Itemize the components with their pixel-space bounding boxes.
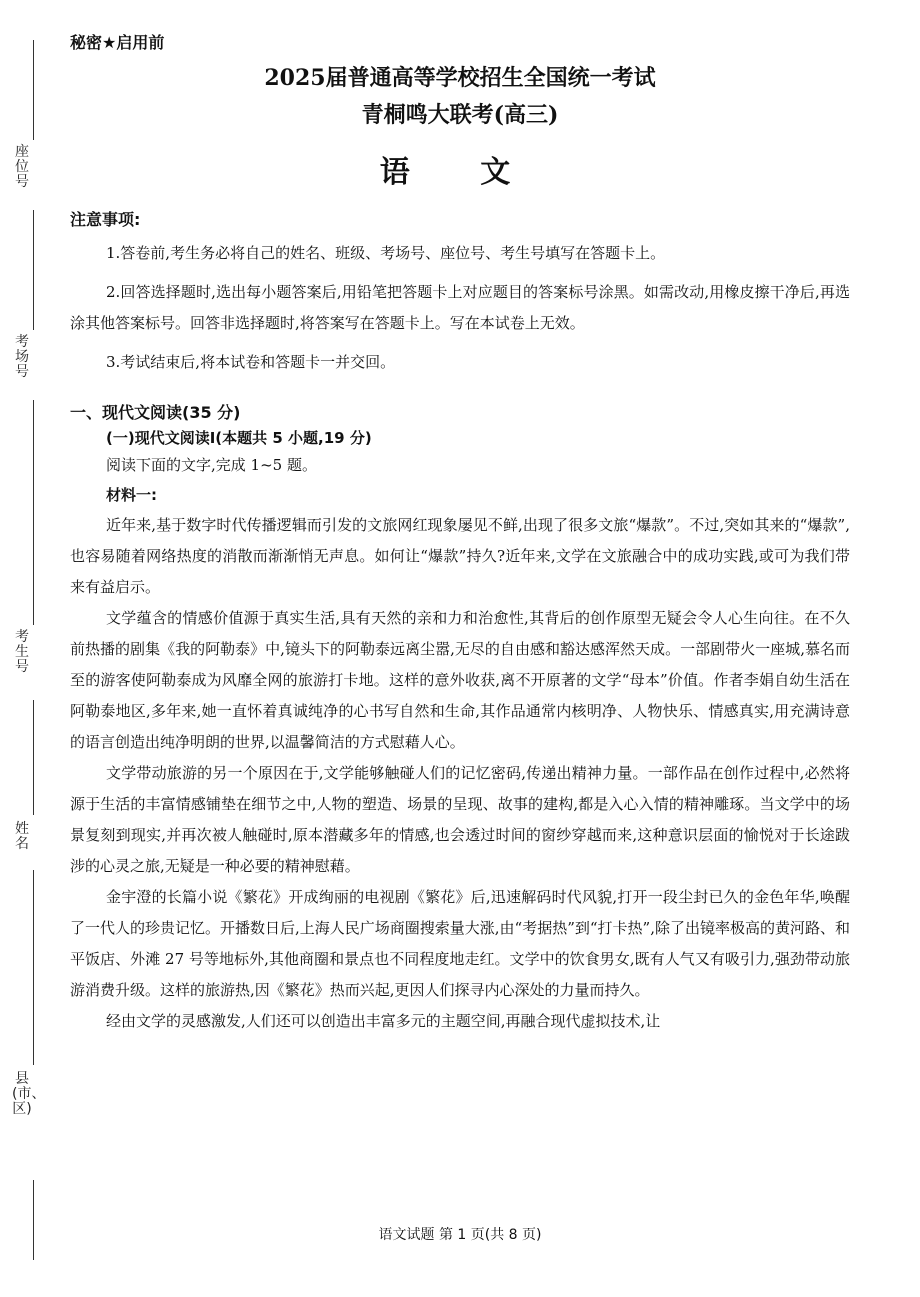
- material-paragraph: 文学带动旅游的另一个原因在于,文学能够触碰人们的记忆密码,传递出精神力量。一部作品在创作过程中,必然将源于生活的丰富情感铺垫在细节之中,人物的塑造、场景的呈现、故事的建构,都是入心入情的精神雕琢。当文学中的场景复刻到现实,并再次被人触碰时,原本潜藏多年的情感,也会透过时间的窗纱穿越而来,这种意识层面的愉悦对于长途跋涉的心灵之旅,无疑是一种必要的精神慰藉。: [70, 764, 850, 875]
- note-item: 3.考试结束后,将本试卷和答题卡一并交回。: [106, 353, 396, 371]
- exam-page: [70, 30, 850, 1037]
- exam-title: 2025届普通高等学校招生全国统一考试: [264, 65, 656, 91]
- note-item: 2.回答选择题时,选出每小题答案后,用铅笔把答题卡上对应题目的答案标号涂黑。如需改动,用橡皮擦干净后,再选涂其他答案标号。回答非选择题时,将答案写在答题卡上。写在本试卷上无效。: [70, 283, 850, 332]
- note-item: 1.答卷前,考生务必将自己的姓名、班级、考场号、座位号、考生号填写在答题卡上。: [106, 244, 666, 262]
- reading-instruction: 阅读下面的文字,完成 1~5 题。: [106, 456, 317, 474]
- material-paragraph: 经由文学的灵感激发,人们还可以创造出丰富多元的主题空间,再融合现代虚拟技术,让: [106, 1012, 661, 1030]
- notes-heading: 注意事项:: [70, 210, 141, 229]
- section-heading: 一、现代文阅读(35 分): [70, 403, 241, 422]
- exam-number-label: 考生号: [15, 629, 29, 675]
- binding-line-1: [33, 40, 34, 140]
- material-paragraph: 金宇澄的长篇小说《繁花》开成绚丽的电视剧《繁花》后,迅速解码时代风貌,打开一段尘封已久的金色年华,唤醒了一代人的珍贵记忆。开播数日后,上海人民广场商圈搜索量大涨,由“考据热”到“打卡热”,除了出镜率极高的黄河路、和平饭店、外滩 27 号等地标外,其他商圈和景点也不同程度地走红。文学中的饮食男女,既有人气又有吸引力,强劲带动旅游消费升级。这样的旅游热,因《繁花》热而兴起,更因人们探寻内心深处的力量而持久。: [70, 888, 850, 999]
- binding-line-2: [33, 210, 34, 330]
- exam-subtitle: 青桐鸣大联考(高三): [361, 102, 559, 128]
- county-label: 县(市、区): [12, 1071, 46, 1117]
- binding-line-6: [33, 1180, 34, 1260]
- material-paragraph: 近年来,基于数字时代传播逻辑而引发的文旅网红现象屡见不鲜,出现了很多文旅“爆款”。不过,突如其来的“爆款”,也容易随着网络热度的消散而渐渐悄无声息。如何让“爆款”持久?近年来,文学在文旅融合中的成功实践,或可为我们带来有益启示。: [70, 516, 850, 596]
- confidential-mark: 秘密★启用前: [70, 33, 165, 52]
- sub-section-heading: (一)现代文阅读Ⅰ(本题共 5 小题,19 分): [106, 429, 372, 447]
- material-paragraph: 文学蕴含的情感价值源于真实生活,具有天然的亲和力和治愈性,其背后的创作原型无疑会令人心生向往。在不久前热播的剧集《我的阿勒泰》中,镜头下的阿勒泰远离尘嚣,无尽的自由感和豁达感浑然天成。一部剧带火一座城,慕名而至的游客使阿勒泰成为风靡全网的旅游打卡地。这样的意外收获,离不开原著的文学“母本”价值。作者李娟自幼生活在阿勒泰地区,多年来,她一直怀着真诚纯净的心书写自然和生命,其作品通常内核明净、人物快乐、情感真实,用充满诗意的语言创造出纯净明朗的世界,以温馨简洁的方式慰藉人心。: [70, 609, 850, 751]
- binding-line-5: [33, 870, 34, 1065]
- material-label: 材料一:: [106, 486, 157, 504]
- page-footer: 语文试题 第 1 页(共 8 页): [378, 1227, 542, 1243]
- exam-room-label: 考场号: [15, 334, 29, 380]
- binding-line-3: [33, 400, 34, 625]
- name-label: 姓名: [15, 821, 29, 852]
- subject-title: 语 文: [379, 155, 541, 190]
- seat-number-label: 座位号: [15, 144, 29, 190]
- binding-line-4: [33, 700, 34, 815]
